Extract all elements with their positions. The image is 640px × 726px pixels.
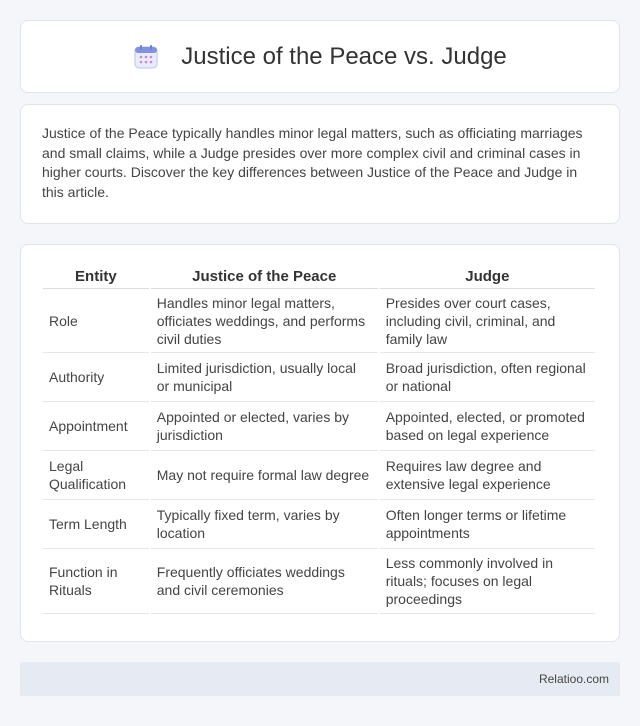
footer <box>20 662 620 696</box>
comparison-table-card <box>20 244 620 642</box>
cell-judge: Broad jurisdiction, often regional or national <box>380 353 595 402</box>
table-header-row <box>43 265 595 289</box>
table-row <box>43 289 595 353</box>
column-header-justice-of-the-peace: Justice of the Peace <box>151 265 378 289</box>
page-title: Justice of the Peace vs. Judge <box>181 42 507 70</box>
header-card <box>20 20 620 93</box>
table-row <box>43 549 595 614</box>
cell-judge: Presides over court cases, including civil, criminal, and family law <box>380 289 595 353</box>
cell-entity: Authority <box>43 353 149 402</box>
cell-entity: Function in Rituals <box>43 549 149 614</box>
cell-judge: Less commonly involved in rituals; focuses on legal proceedings <box>380 549 595 614</box>
cell-entity: Term Length <box>43 500 149 549</box>
table-row <box>43 353 595 402</box>
cell-justice-of-the-peace: Handles minor legal matters, officiates weddings, and performs civil duties <box>151 289 378 353</box>
table-row <box>43 500 595 549</box>
intro-text: Justice of the Peace typically handles minor legal matters, such as officiating marriages and small claims, while a Judge presides over more complex civil and criminal cases in higher courts. Discover the key differences between Justice of the Peace and Judge in this article. <box>42 125 583 200</box>
cell-judge: Often longer terms or lifetime appointments <box>380 500 595 549</box>
cell-justice-of-the-peace: May not require formal law degree <box>151 451 378 500</box>
cell-justice-of-the-peace: Limited jurisdiction, usually local or municipal <box>151 353 378 402</box>
column-header-entity: Entity <box>43 265 149 289</box>
comparison-table <box>41 265 597 614</box>
footer-brand: Relatioo.com <box>538 672 609 686</box>
cell-entity: Role <box>43 289 149 353</box>
intro-card <box>20 104 620 224</box>
cell-entity: Legal Qualification <box>43 451 149 500</box>
cell-entity: Appointment <box>43 402 149 451</box>
cell-judge: Requires law degree and extensive legal experience <box>380 451 595 500</box>
cell-justice-of-the-peace: Typically fixed term, varies by location <box>151 500 378 549</box>
table-row <box>43 451 595 500</box>
cell-justice-of-the-peace: Frequently officiates weddings and civil ceremonies <box>151 549 378 614</box>
cell-judge: Appointed, elected, or promoted based on legal experience <box>380 402 595 451</box>
cell-justice-of-the-peace: Appointed or elected, varies by jurisdiction <box>151 402 378 451</box>
column-header-judge: Judge <box>380 265 595 289</box>
header <box>133 43 507 71</box>
calendar-icon <box>133 44 159 70</box>
table-row <box>43 402 595 451</box>
